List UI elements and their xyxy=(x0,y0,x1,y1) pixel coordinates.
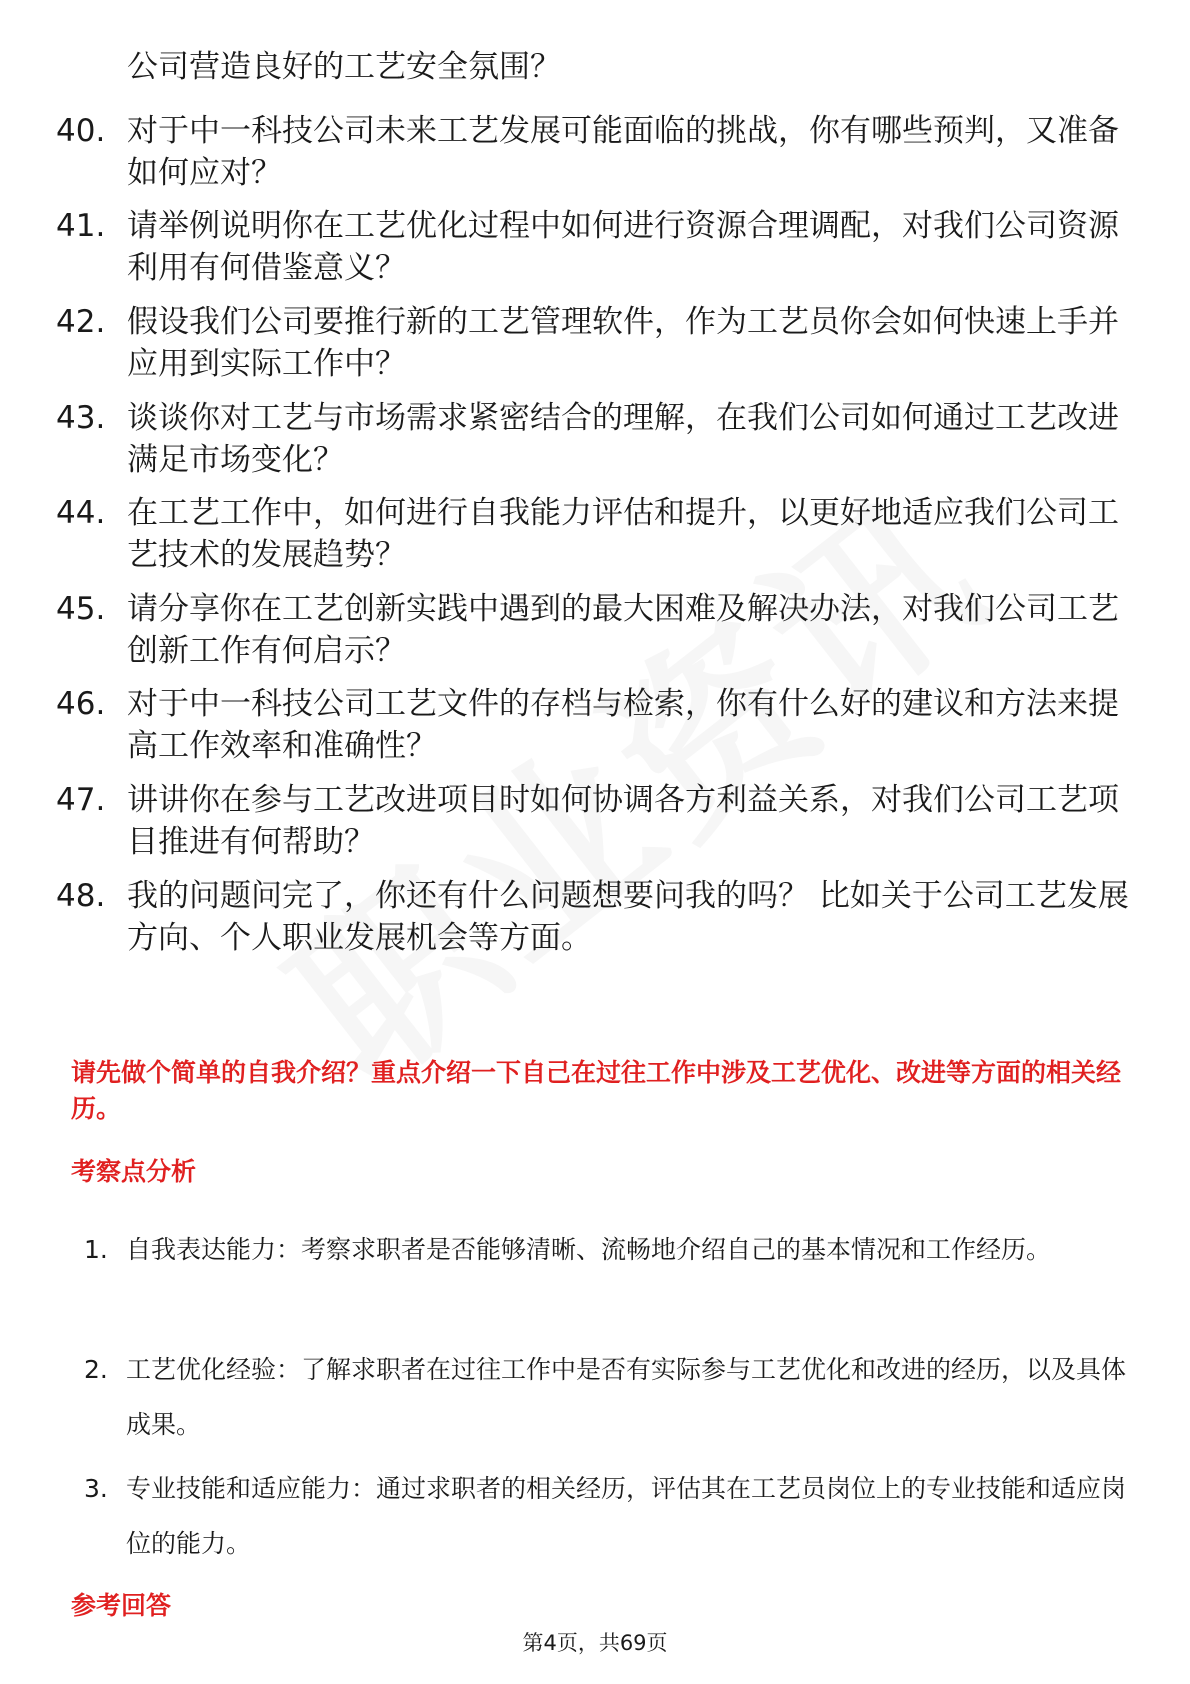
question-number: 43. xyxy=(56,400,106,436)
analysis-number: 1. xyxy=(84,1235,108,1264)
question-number: 40. xyxy=(56,113,106,149)
analysis-number: 2. xyxy=(84,1355,108,1384)
question-text: 对于中一科技公司未来工艺发展可能面临的挑战，你有哪些预判，又准备如何应对？ xyxy=(127,113,1119,191)
analysis-item xyxy=(84,1461,1134,1571)
question-continuation: 公司营造良好的工艺安全氛围？ xyxy=(127,49,561,85)
question-item xyxy=(56,683,1136,767)
question-number: 48. xyxy=(56,878,106,914)
question-text: 对于中一科技公司工艺文件的存档与检索，你有什么好的建议和方法来提高工作效率和准确性？ xyxy=(127,686,1119,764)
question-text: 请分享你在工艺创新实践中遇到的最大困难及解决办法，对我们公司工艺创新工作有何启示？ xyxy=(127,591,1119,669)
analysis-title: 考察点分析 xyxy=(71,1157,197,1186)
analysis-text: 工艺优化经验：了解求职者在过往工作中是否有实际参与工艺优化和改进的经历，以及具体成果。 xyxy=(126,1355,1127,1439)
question-number: 47. xyxy=(56,782,106,818)
question-text: 讲讲你在参与工艺改进项目时如何协调各方利益关系，对我们公司工艺项目推进有何帮助？ xyxy=(127,782,1119,860)
analysis-item xyxy=(84,1222,1134,1277)
question-text: 在工艺工作中，如何进行自我能力评估和提升，以更好地适应我们公司工艺技术的发展趋势？ xyxy=(127,495,1119,573)
question-number: 44. xyxy=(56,495,106,531)
question-number: 46. xyxy=(56,686,106,722)
answer-title: 参考回答 xyxy=(71,1591,172,1620)
question-item xyxy=(56,397,1136,481)
question-item xyxy=(56,779,1136,863)
question-item xyxy=(56,205,1136,289)
question-item xyxy=(56,301,1136,385)
question-text: 我的问题问完了，你还有什么问题想要问我的吗？ 比如关于公司工艺发展方向、个人职业发展机会等方面。 xyxy=(127,878,1129,956)
question-text: 假设我们公司要推行新的工艺管理软件，作为工艺员你会如何快速上手并应用到实际工作中？ xyxy=(127,304,1119,382)
analysis-number: 3. xyxy=(84,1474,108,1503)
page-footer: 第4页，共69页 xyxy=(522,1631,668,1655)
question-item xyxy=(56,110,1136,194)
question-number: 41. xyxy=(56,208,106,244)
question-item xyxy=(56,875,1136,959)
analysis-text: 专业技能和适应能力：通过求职者的相关经历，评估其在工艺员岗位上的专业技能和适应岗位的能力。 xyxy=(126,1474,1127,1558)
analysis-text: 自我表达能力：考察求职者是否能够清晰、流畅地介绍自己的基本情况和工作经历。 xyxy=(126,1235,1052,1264)
question-item xyxy=(56,588,1136,672)
analysis-item xyxy=(84,1342,1134,1452)
question-number: 42. xyxy=(56,304,106,340)
featured-question: 请先做个简单的自我介绍？重点介绍一下自己在过往工作中涉及工艺优化、改进等方面的相关经历。 xyxy=(71,1058,1122,1123)
question-text: 谈谈你对工艺与市场需求紧密结合的理解，在我们公司如何通过工艺改进满足市场变化？ xyxy=(127,400,1119,478)
question-item xyxy=(56,492,1136,576)
question-text: 请举例说明你在工艺优化过程中如何进行资源合理调配，对我们公司资源利用有何借鉴意义？ xyxy=(127,208,1119,286)
question-number: 45. xyxy=(56,591,106,627)
